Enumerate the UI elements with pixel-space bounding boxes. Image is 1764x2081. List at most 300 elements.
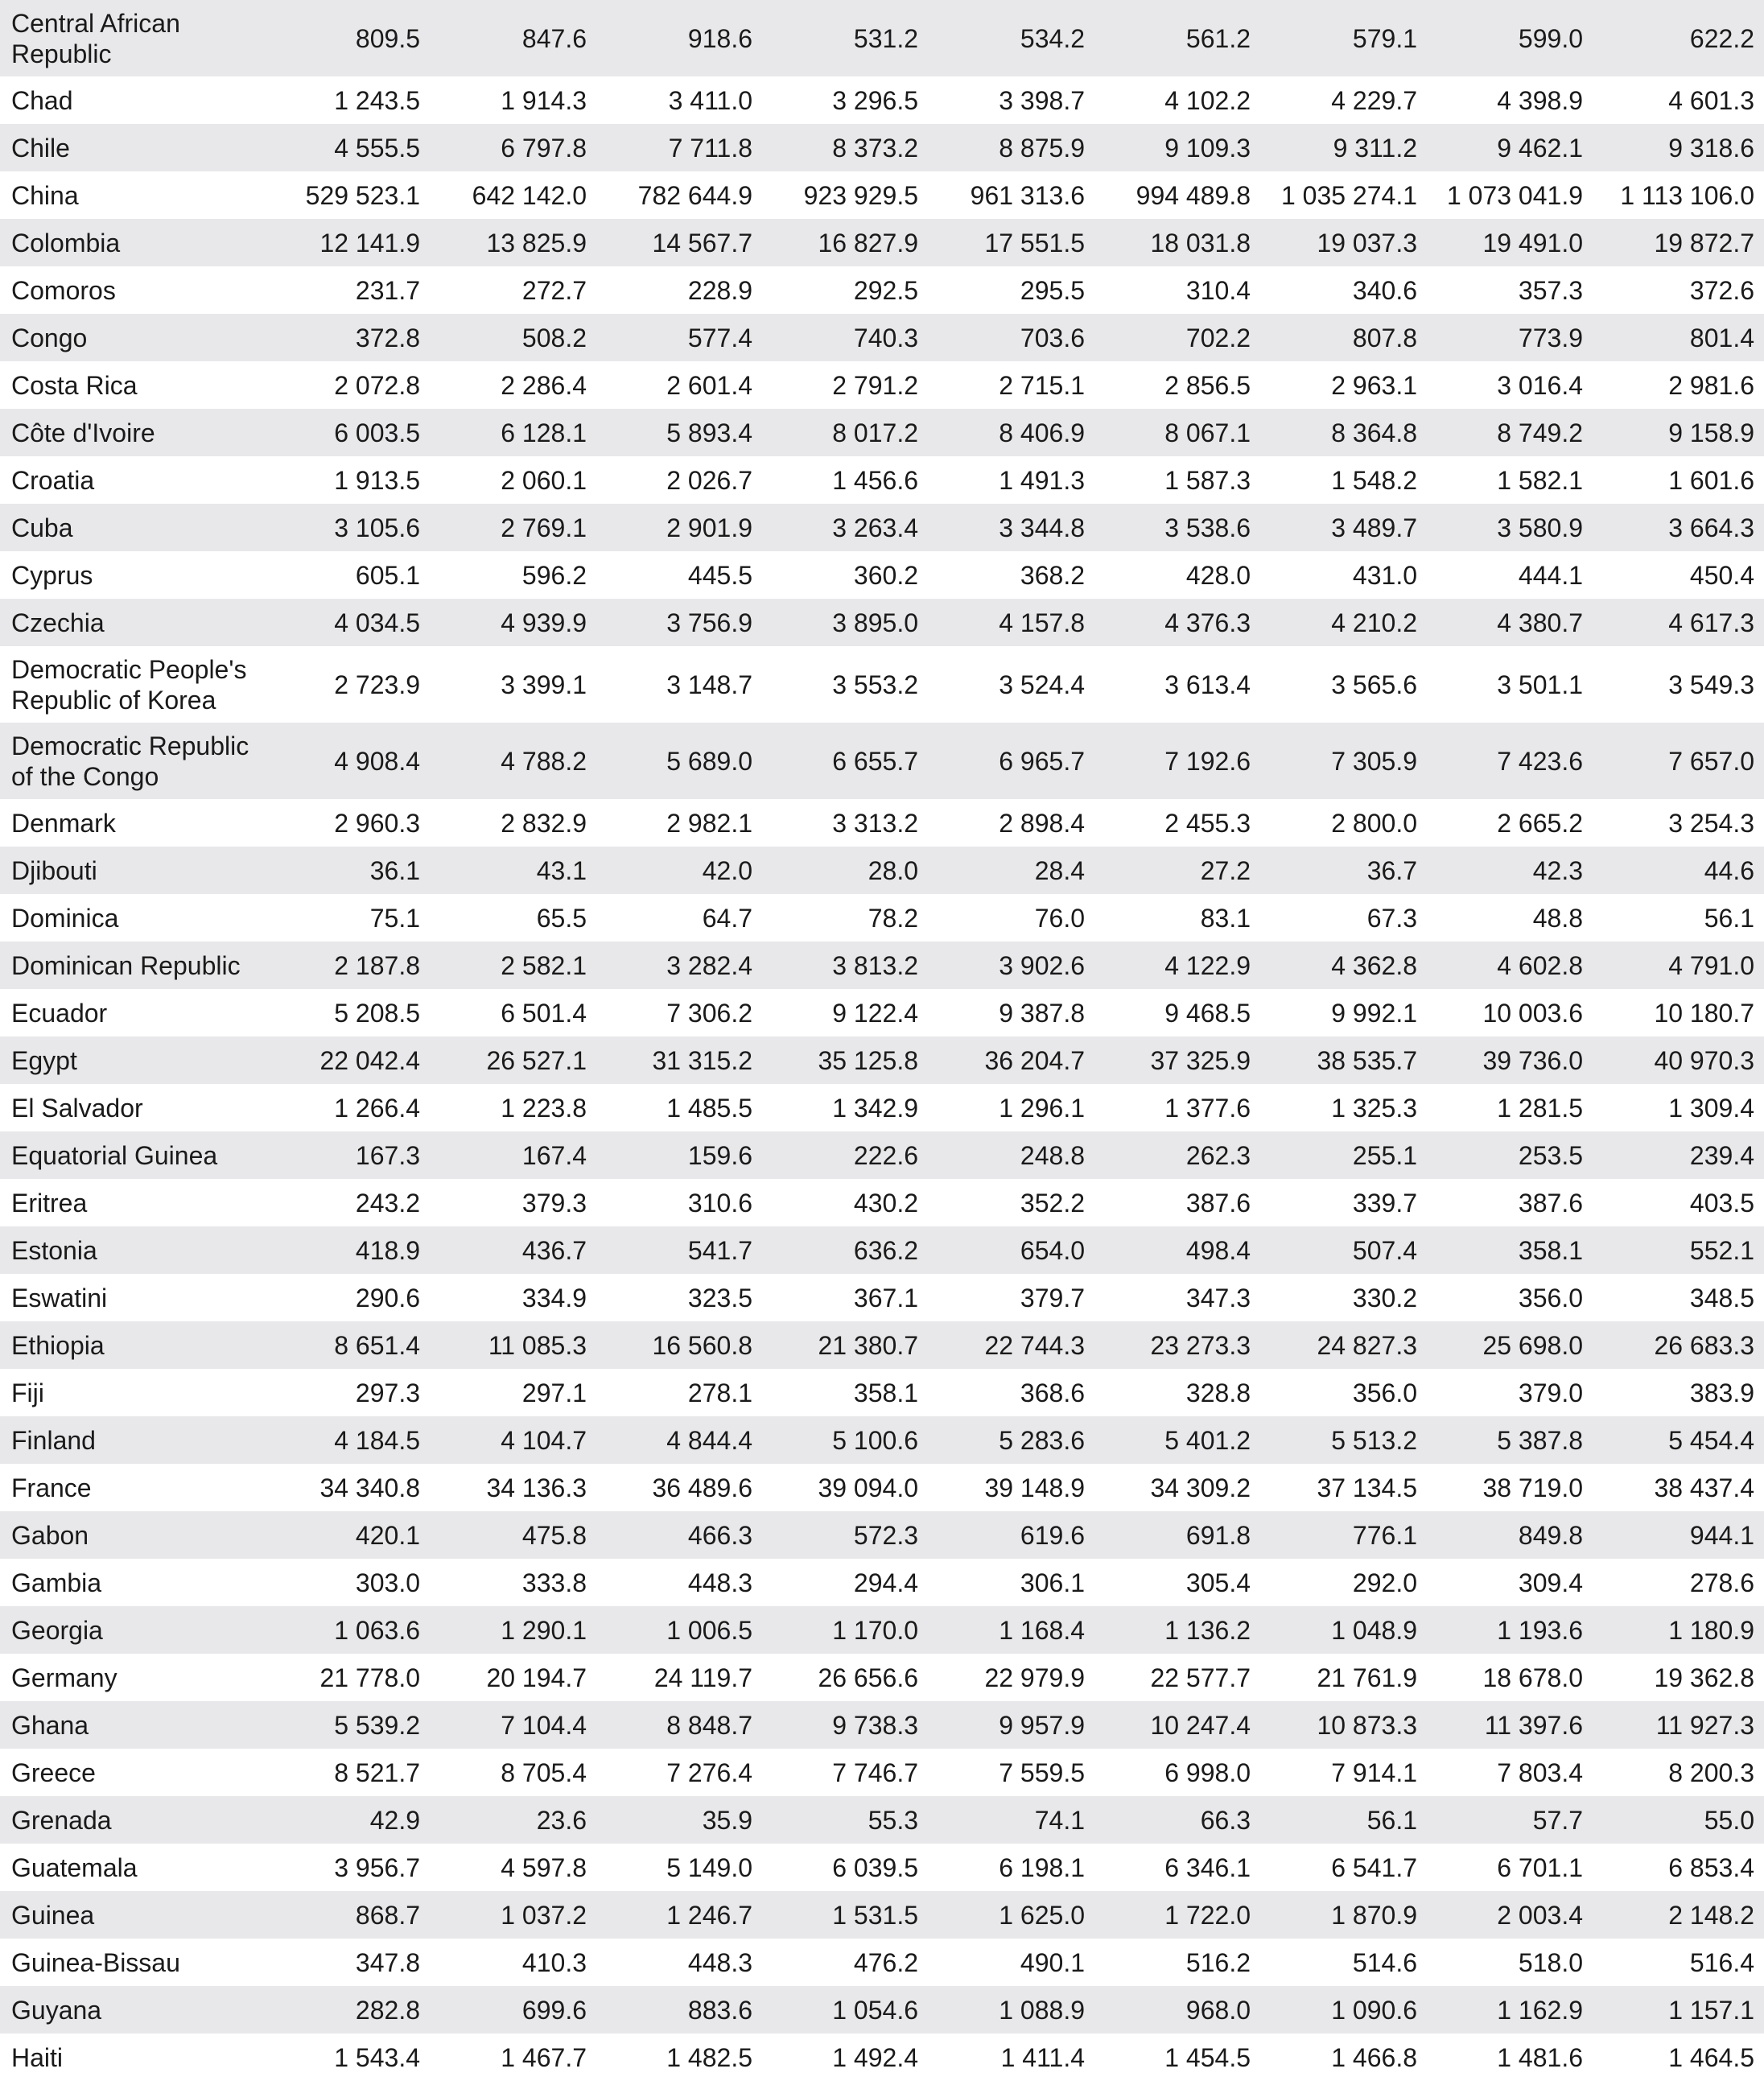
table-row (0, 1321, 1764, 1369)
value-cell: 849.8 (1427, 1511, 1593, 1559)
value-cell: 367.1 (853, 1283, 918, 1312)
value-cell: 36.7 (1260, 847, 1427, 894)
value-cell: 4 844.4 (596, 1416, 762, 1464)
country-name: Ecuador (11, 998, 108, 1028)
value-cell: 699.6 (430, 1986, 596, 2034)
table-row (0, 1274, 1764, 1321)
value-cell: 306.1 (1020, 1568, 1085, 1597)
value-cell: 636.2 (762, 1226, 928, 1274)
value-cell: 8 651.4 (271, 1321, 430, 1369)
value-cell: 9 468.5 (1164, 998, 1251, 1028)
table-row (0, 361, 1764, 409)
value-cell: 596.2 (521, 560, 587, 590)
value-cell: 4 034.5 (271, 599, 430, 646)
value-cell: 490.1 (1020, 1947, 1085, 1977)
value-cell: 599.0 (1427, 0, 1593, 76)
table-row (0, 1179, 1764, 1226)
value-cell: 12 141.9 (271, 219, 430, 266)
value-cell: 25 698.0 (1427, 1321, 1593, 1369)
value-cell: 3 813.2 (762, 942, 928, 989)
value-cell: 297.3 (355, 1378, 420, 1407)
value-cell: 297.1 (521, 1378, 587, 1407)
table-row (0, 1939, 1764, 1986)
table-row (0, 124, 1764, 171)
value-cell: 22 744.3 (928, 1321, 1094, 1369)
value-cell: 6 701.1 (1497, 1852, 1583, 1882)
value-cell: 4 602.8 (1427, 942, 1593, 989)
country-name: Guinea-Bissau (11, 1947, 180, 1977)
value-cell: 2 187.8 (271, 942, 430, 989)
value-cell: 2 769.1 (430, 504, 596, 551)
value-cell: 37 134.5 (1317, 1473, 1417, 1502)
country-name: Gambia (11, 1568, 102, 1597)
value-cell: 74.1 (928, 1796, 1094, 1844)
value-cell: 3 580.9 (1427, 504, 1593, 551)
value-cell: 83.1 (1200, 903, 1251, 933)
value-cell: 1 088.9 (928, 1986, 1094, 2034)
value-cell: 3 613.4 (1164, 670, 1251, 699)
value-cell: 3 296.5 (832, 85, 918, 115)
value-cell: 26 656.6 (818, 1663, 918, 1692)
value-cell: 3 148.7 (666, 670, 752, 699)
value-cell: 372.6 (1689, 275, 1754, 305)
value-cell: 75.1 (369, 903, 420, 933)
value-cell: 801.4 (1593, 314, 1764, 361)
value-cell: 9 462.1 (1427, 124, 1593, 171)
country-name: Georgia (0, 1606, 271, 1654)
value-cell: 529 523.1 (305, 180, 420, 210)
value-cell: 11 085.3 (430, 1321, 596, 1369)
value-cell: 42.3 (1427, 847, 1593, 894)
value-cell: 703.6 (928, 314, 1094, 361)
table-row (0, 723, 1764, 799)
value-cell: 5 100.6 (762, 1416, 928, 1464)
value-cell: 868.7 (271, 1891, 430, 1939)
value-cell: 352.2 (1020, 1188, 1085, 1218)
value-cell: 8 406.9 (928, 409, 1094, 456)
table-row (0, 219, 1764, 266)
table-row (0, 1559, 1764, 1606)
value-cell: 42.0 (596, 847, 762, 894)
value-cell: 22 577.7 (1150, 1663, 1251, 1692)
value-cell: 6 003.5 (271, 409, 430, 456)
value-cell: 387.6 (1518, 1188, 1583, 1218)
value-cell: 3 956.7 (334, 1852, 420, 1882)
value-cell: 6 039.5 (832, 1852, 918, 1882)
value-cell: 1 464.5 (1668, 2042, 1754, 2072)
value-cell: 36 489.6 (652, 1473, 752, 1502)
value-cell: 11 927.3 (1593, 1701, 1764, 1749)
value-cell: 28.0 (762, 847, 928, 894)
country-name: Ethiopia (0, 1321, 271, 1369)
value-cell: 9 311.2 (1260, 124, 1427, 171)
country-name: Dominica (11, 903, 119, 933)
value-cell: 34 340.8 (319, 1473, 420, 1502)
table-row (0, 847, 1764, 894)
value-cell: 26 527.1 (430, 1036, 596, 1084)
value-cell: 9 387.8 (999, 998, 1085, 1028)
country-name: Costa Rica (11, 370, 138, 400)
value-cell: 40 970.3 (1593, 1036, 1764, 1084)
value-cell: 654.0 (928, 1226, 1094, 1274)
value-cell: 357.3 (1518, 275, 1583, 305)
value-cell: 1 157.1 (1593, 1986, 1764, 2034)
value-cell: 282.8 (271, 1986, 430, 2034)
table-row (0, 1369, 1764, 1416)
table-row (0, 1891, 1764, 1939)
country-name: Dominican Republic (0, 942, 271, 989)
value-cell: 1 914.3 (501, 85, 587, 115)
value-cell: 7 305.9 (1260, 723, 1427, 799)
value-cell: 21 761.9 (1317, 1663, 1417, 1692)
value-cell: 43.1 (430, 847, 596, 894)
value-cell: 2 003.4 (1427, 1891, 1593, 1939)
value-cell: 994 489.8 (1135, 180, 1251, 210)
value-cell: 7 657.0 (1593, 723, 1764, 799)
value-cell: 7 276.4 (666, 1758, 752, 1787)
value-cell: 809.5 (271, 0, 430, 76)
value-cell: 475.8 (430, 1511, 596, 1559)
value-cell: 2 960.3 (334, 808, 420, 838)
value-cell: 2 800.0 (1331, 808, 1417, 838)
value-cell: 303.0 (355, 1568, 420, 1597)
value-cell: 1 456.6 (832, 465, 918, 495)
country-name: Cyprus (11, 560, 93, 590)
table-row (0, 1226, 1764, 1274)
country-name: Fiji (11, 1378, 44, 1407)
value-cell: 3 549.3 (1668, 670, 1754, 699)
value-cell: 3 313.2 (832, 808, 918, 838)
value-cell: 228.9 (687, 275, 752, 305)
value-cell: 356.0 (1518, 1283, 1583, 1312)
value-cell: 272.7 (521, 275, 587, 305)
value-cell: 4 597.8 (501, 1852, 587, 1882)
value-cell: 3 524.4 (999, 670, 1085, 699)
value-cell: 418.9 (271, 1226, 430, 1274)
value-cell: 4 398.9 (1497, 85, 1583, 115)
value-cell: 379.7 (1020, 1283, 1085, 1312)
value-cell: 1 485.5 (666, 1093, 752, 1123)
value-cell: 436.7 (430, 1226, 596, 1274)
value-cell: 356.0 (1352, 1378, 1417, 1407)
value-cell: 923 929.5 (803, 180, 918, 210)
value-cell: 7 711.8 (596, 124, 762, 171)
value-cell: 507.4 (1260, 1226, 1427, 1274)
table-row (0, 171, 1764, 219)
value-cell: 4 376.3 (1094, 599, 1260, 646)
table-row (0, 1084, 1764, 1131)
value-cell: 9 318.6 (1593, 124, 1764, 171)
value-cell: 773.9 (1427, 314, 1593, 361)
value-cell: 5 401.2 (1094, 1416, 1260, 1464)
country-name: El Salvador (11, 1093, 143, 1123)
table-row (0, 551, 1764, 599)
value-cell: 619.6 (928, 1511, 1094, 1559)
value-cell: 36.1 (271, 847, 430, 894)
value-cell: 28.4 (928, 847, 1094, 894)
value-cell: 22 979.9 (984, 1663, 1085, 1692)
value-cell: 3 411.0 (668, 85, 752, 115)
value-cell: 19 362.8 (1654, 1663, 1754, 1692)
value-cell: 3 282.4 (596, 942, 762, 989)
value-cell: 383.9 (1689, 1378, 1754, 1407)
value-cell: 8 521.7 (334, 1758, 420, 1787)
value-cell: 2 665.2 (1497, 808, 1583, 838)
value-cell: 22 042.4 (271, 1036, 430, 1084)
value-cell: 9 738.3 (762, 1701, 928, 1749)
value-cell: 19 037.3 (1260, 219, 1427, 266)
value-cell: 534.2 (928, 0, 1094, 76)
value-cell: 807.8 (1260, 314, 1427, 361)
value-cell: 6 853.4 (1668, 1852, 1754, 1882)
value-cell: 1 290.1 (430, 1606, 596, 1654)
value-cell: 21 778.0 (319, 1663, 420, 1692)
value-cell: 431.0 (1352, 560, 1417, 590)
value-cell: 305.4 (1185, 1568, 1251, 1597)
value-cell: 4 104.7 (430, 1416, 596, 1464)
country-name: Central African Republic (0, 0, 271, 76)
country-name: Czechia (0, 599, 271, 646)
value-cell: 38 535.7 (1260, 1036, 1427, 1084)
value-cell: 6 346.1 (1164, 1852, 1251, 1882)
value-cell: 448.3 (687, 1568, 752, 1597)
value-cell: 20 194.7 (486, 1663, 587, 1692)
country-name: Egypt (0, 1036, 271, 1084)
country-name: Greece (11, 1758, 96, 1787)
value-cell: 6 797.8 (430, 124, 596, 171)
value-cell: 222.6 (762, 1131, 928, 1179)
value-cell: 39 148.9 (984, 1473, 1085, 1502)
value-cell: 961 313.6 (970, 180, 1085, 210)
value-cell: 1 582.1 (1497, 465, 1583, 495)
value-cell: 294.4 (853, 1568, 918, 1597)
value-cell: 541.7 (596, 1226, 762, 1274)
value-cell: 8 017.2 (762, 409, 928, 456)
value-cell: 9 158.9 (1593, 409, 1764, 456)
value-cell: 2 715.1 (999, 370, 1085, 400)
value-cell: 1 246.7 (596, 1891, 762, 1939)
value-cell: 1 006.5 (596, 1606, 762, 1654)
value-cell: 4 157.8 (928, 599, 1094, 646)
value-cell: 23.6 (430, 1796, 596, 1844)
value-cell: 448.3 (687, 1947, 752, 1977)
value-cell: 4 791.0 (1593, 942, 1764, 989)
value-cell: 310.6 (687, 1188, 752, 1218)
value-cell: 430.2 (853, 1188, 918, 1218)
table-row (0, 266, 1764, 314)
value-cell: 1 481.6 (1497, 2042, 1583, 2072)
value-cell: 577.4 (596, 314, 762, 361)
value-cell: 1 266.4 (334, 1093, 420, 1123)
value-cell: 328.8 (1185, 1378, 1251, 1407)
value-cell: 2 982.1 (666, 808, 752, 838)
value-cell: 243.2 (355, 1188, 420, 1218)
table-row (0, 76, 1764, 124)
value-cell: 516.4 (1689, 1947, 1754, 1977)
table-row (0, 1796, 1764, 1844)
value-cell: 3 553.2 (832, 670, 918, 699)
value-cell: 2 791.2 (832, 370, 918, 400)
country-name: Denmark (11, 808, 116, 838)
value-cell: 6 128.1 (430, 409, 596, 456)
table-row (0, 894, 1764, 942)
value-cell: 4 102.2 (1164, 85, 1251, 115)
value-cell: 379.0 (1518, 1378, 1583, 1407)
value-cell: 334.9 (521, 1283, 587, 1312)
value-cell: 514.6 (1352, 1947, 1417, 1977)
value-cell: 8 200.3 (1668, 1758, 1754, 1787)
value-cell: 23 273.3 (1094, 1321, 1260, 1369)
country-name: Guatemala (11, 1852, 138, 1882)
value-cell: 918.6 (596, 0, 762, 76)
table-row (0, 1986, 1764, 2034)
value-cell: 1 243.5 (334, 85, 420, 115)
value-cell: 248.8 (928, 1131, 1094, 1179)
value-cell: 31 315.2 (596, 1036, 762, 1084)
value-cell: 1 342.9 (832, 1093, 918, 1123)
country-name: Comoros (11, 275, 116, 305)
value-cell: 360.2 (853, 560, 918, 590)
value-cell: 27.2 (1094, 847, 1260, 894)
value-cell: 1 913.5 (334, 465, 420, 495)
value-cell: 2 582.1 (430, 942, 596, 989)
value-cell: 1 113 106.0 (1620, 180, 1754, 210)
value-cell: 2 963.1 (1331, 370, 1417, 400)
value-cell: 1 411.4 (1000, 2042, 1085, 2072)
country-name: Eritrea (11, 1188, 88, 1218)
value-cell: 1 454.5 (1164, 2042, 1251, 2072)
value-cell: 4 908.4 (271, 723, 430, 799)
value-cell: 4 380.7 (1427, 599, 1593, 646)
country-name: Guyana (0, 1986, 271, 2034)
value-cell: 292.0 (1352, 1568, 1417, 1597)
table-row (0, 0, 1764, 76)
value-cell: 498.4 (1094, 1226, 1260, 1274)
value-cell: 531.2 (762, 0, 928, 76)
value-cell: 466.3 (596, 1511, 762, 1559)
value-cell: 4 210.2 (1260, 599, 1427, 646)
value-cell: 1 281.5 (1497, 1093, 1583, 1123)
value-cell: 4 184.5 (271, 1416, 430, 1464)
value-cell: 7 914.1 (1331, 1758, 1417, 1787)
value-cell: 508.2 (430, 314, 596, 361)
value-cell: 3 538.6 (1094, 504, 1260, 551)
value-cell: 7 746.7 (832, 1758, 918, 1787)
value-cell: 8 373.2 (762, 124, 928, 171)
value-cell: 16 560.8 (596, 1321, 762, 1369)
value-cell: 5 208.5 (334, 998, 420, 1028)
table-row (0, 456, 1764, 504)
value-cell: 38 437.4 (1654, 1473, 1754, 1502)
value-cell: 34 136.3 (486, 1473, 587, 1502)
value-cell: 7 559.5 (999, 1758, 1085, 1787)
country-name: Germany (11, 1663, 117, 1692)
value-cell: 8 364.8 (1260, 409, 1427, 456)
value-cell: 1 162.9 (1427, 1986, 1593, 2034)
country-name: Cuba (0, 504, 271, 551)
value-cell: 420.1 (271, 1511, 430, 1559)
value-cell: 10 247.4 (1094, 1701, 1260, 1749)
value-cell: 9 992.1 (1331, 998, 1417, 1028)
table-row (0, 646, 1764, 723)
value-cell: 358.1 (1427, 1226, 1593, 1274)
value-cell: 1 492.4 (832, 2042, 918, 2072)
value-cell: 1 491.3 (999, 465, 1085, 495)
value-cell: 605.1 (355, 560, 420, 590)
table-row (0, 1464, 1764, 1511)
value-cell: 5 539.2 (271, 1701, 430, 1749)
value-cell: 5 149.0 (666, 1852, 752, 1882)
value-cell: 450.4 (1689, 560, 1754, 590)
value-cell: 2 148.2 (1593, 1891, 1764, 1939)
value-cell: 3 664.3 (1593, 504, 1764, 551)
country-name: Côte d'Ivoire (0, 409, 271, 456)
value-cell: 379.3 (521, 1188, 587, 1218)
value-cell: 6 541.7 (1331, 1852, 1417, 1882)
value-cell: 372.8 (271, 314, 430, 361)
table-row (0, 1844, 1764, 1891)
value-cell: 1 531.5 (762, 1891, 928, 1939)
value-cell: 55.3 (762, 1796, 928, 1844)
value-cell: 330.2 (1352, 1283, 1417, 1312)
value-cell: 35 125.8 (762, 1036, 928, 1084)
value-cell: 3 902.6 (928, 942, 1094, 989)
value-cell: 561.2 (1094, 0, 1260, 76)
country-name: France (11, 1473, 92, 1502)
value-cell: 347.8 (355, 1947, 420, 1977)
value-cell: 1 296.1 (999, 1093, 1085, 1123)
value-cell: 6 965.7 (928, 723, 1094, 799)
value-cell: 340.6 (1352, 275, 1417, 305)
table-row (0, 599, 1764, 646)
value-cell: 4 617.3 (1593, 599, 1764, 646)
table-row (0, 989, 1764, 1036)
value-cell: 8 848.7 (596, 1701, 762, 1749)
country-name: Colombia (0, 219, 271, 266)
value-cell: 9 109.3 (1094, 124, 1260, 171)
value-cell: 42.9 (271, 1796, 430, 1844)
country-name: Equatorial Guinea (0, 1131, 271, 1179)
value-cell: 159.6 (596, 1131, 762, 1179)
country-name: Djibouti (0, 847, 271, 894)
value-cell: 1 048.9 (1260, 1606, 1427, 1654)
value-cell: 4 601.3 (1668, 85, 1754, 115)
value-cell: 1 870.9 (1260, 1891, 1427, 1939)
value-cell: 38 719.0 (1482, 1473, 1583, 1502)
table-row (0, 942, 1764, 989)
value-cell: 76.0 (1034, 903, 1085, 933)
value-cell: 339.7 (1352, 1188, 1417, 1218)
value-cell: 4 555.5 (271, 124, 430, 171)
value-cell: 2 723.9 (334, 670, 420, 699)
value-cell: 9 957.9 (928, 1701, 1094, 1749)
table-row (0, 1701, 1764, 1749)
table-row (0, 409, 1764, 456)
value-cell: 9 122.4 (832, 998, 918, 1028)
value-cell: 6 501.4 (501, 998, 587, 1028)
value-cell: 883.6 (596, 1986, 762, 2034)
value-cell: 2 601.4 (666, 370, 752, 400)
value-cell: 3 263.4 (762, 504, 928, 551)
value-cell: 6 198.1 (999, 1852, 1085, 1882)
value-cell: 13 825.9 (430, 219, 596, 266)
value-cell: 11 397.6 (1427, 1701, 1593, 1749)
value-cell: 34 309.2 (1150, 1473, 1251, 1502)
value-cell: 476.2 (853, 1947, 918, 1977)
value-cell: 3 344.8 (928, 504, 1094, 551)
table-row (0, 1511, 1764, 1559)
value-cell: 19 872.7 (1593, 219, 1764, 266)
